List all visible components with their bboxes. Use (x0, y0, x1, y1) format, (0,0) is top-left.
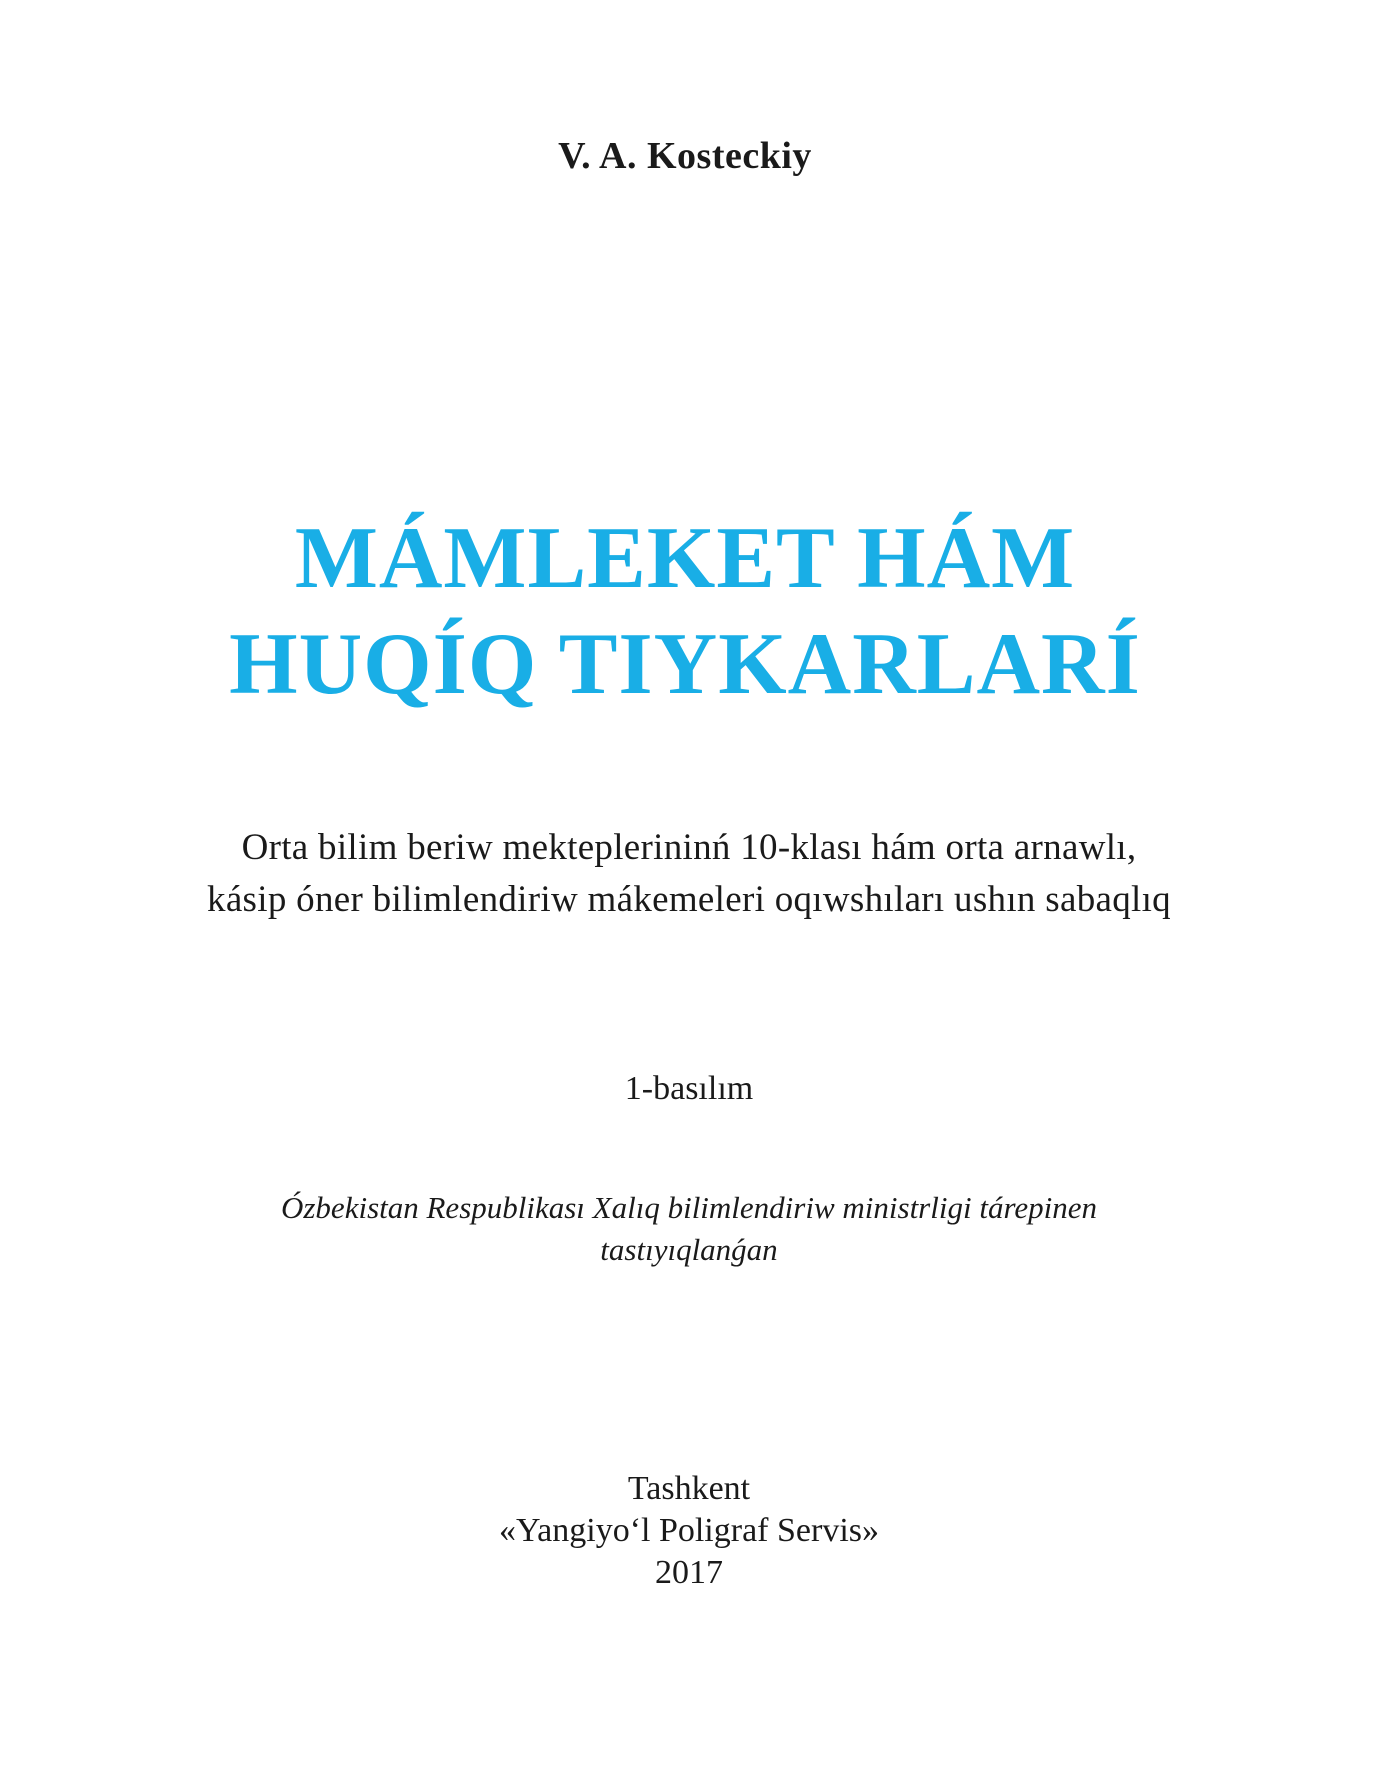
publisher-name: «Yangiyo‘l Poligraf Servis» (499, 1512, 879, 1549)
publication-year: 2017 (655, 1554, 723, 1591)
author-name: V. A. Kosteckiy (558, 135, 812, 177)
approval-note-line-2: tastıyıqlanǵan (600, 1232, 778, 1267)
publisher-city: Tashkent (627, 1470, 751, 1507)
book-title-line-2: HUQÍQ TIYKARLARÍ (229, 616, 1141, 713)
edition-label: 1-basılım (624, 1070, 754, 1107)
book-subtitle-line-1: Orta bilim beriw mekteplerininń 10-klası hám orta arnawlı, (241, 827, 1137, 868)
book-subtitle (0, 822, 1378, 926)
book-subtitle-line-2: kásip óner bilimlendiriw mákemeleri oqıwshıları ushın sabaqlıq (207, 879, 1171, 920)
book-title (0, 506, 1370, 718)
approval-note-line-1: Ózbekistan Respublikası Xalıq bilimlendiriw ministrligi tárepinen (280, 1190, 1097, 1225)
publisher-block (0, 1468, 1378, 1594)
book-title-line-1: MÁMLEKET HÁM (294, 510, 1076, 607)
approval-note (0, 1187, 1378, 1271)
